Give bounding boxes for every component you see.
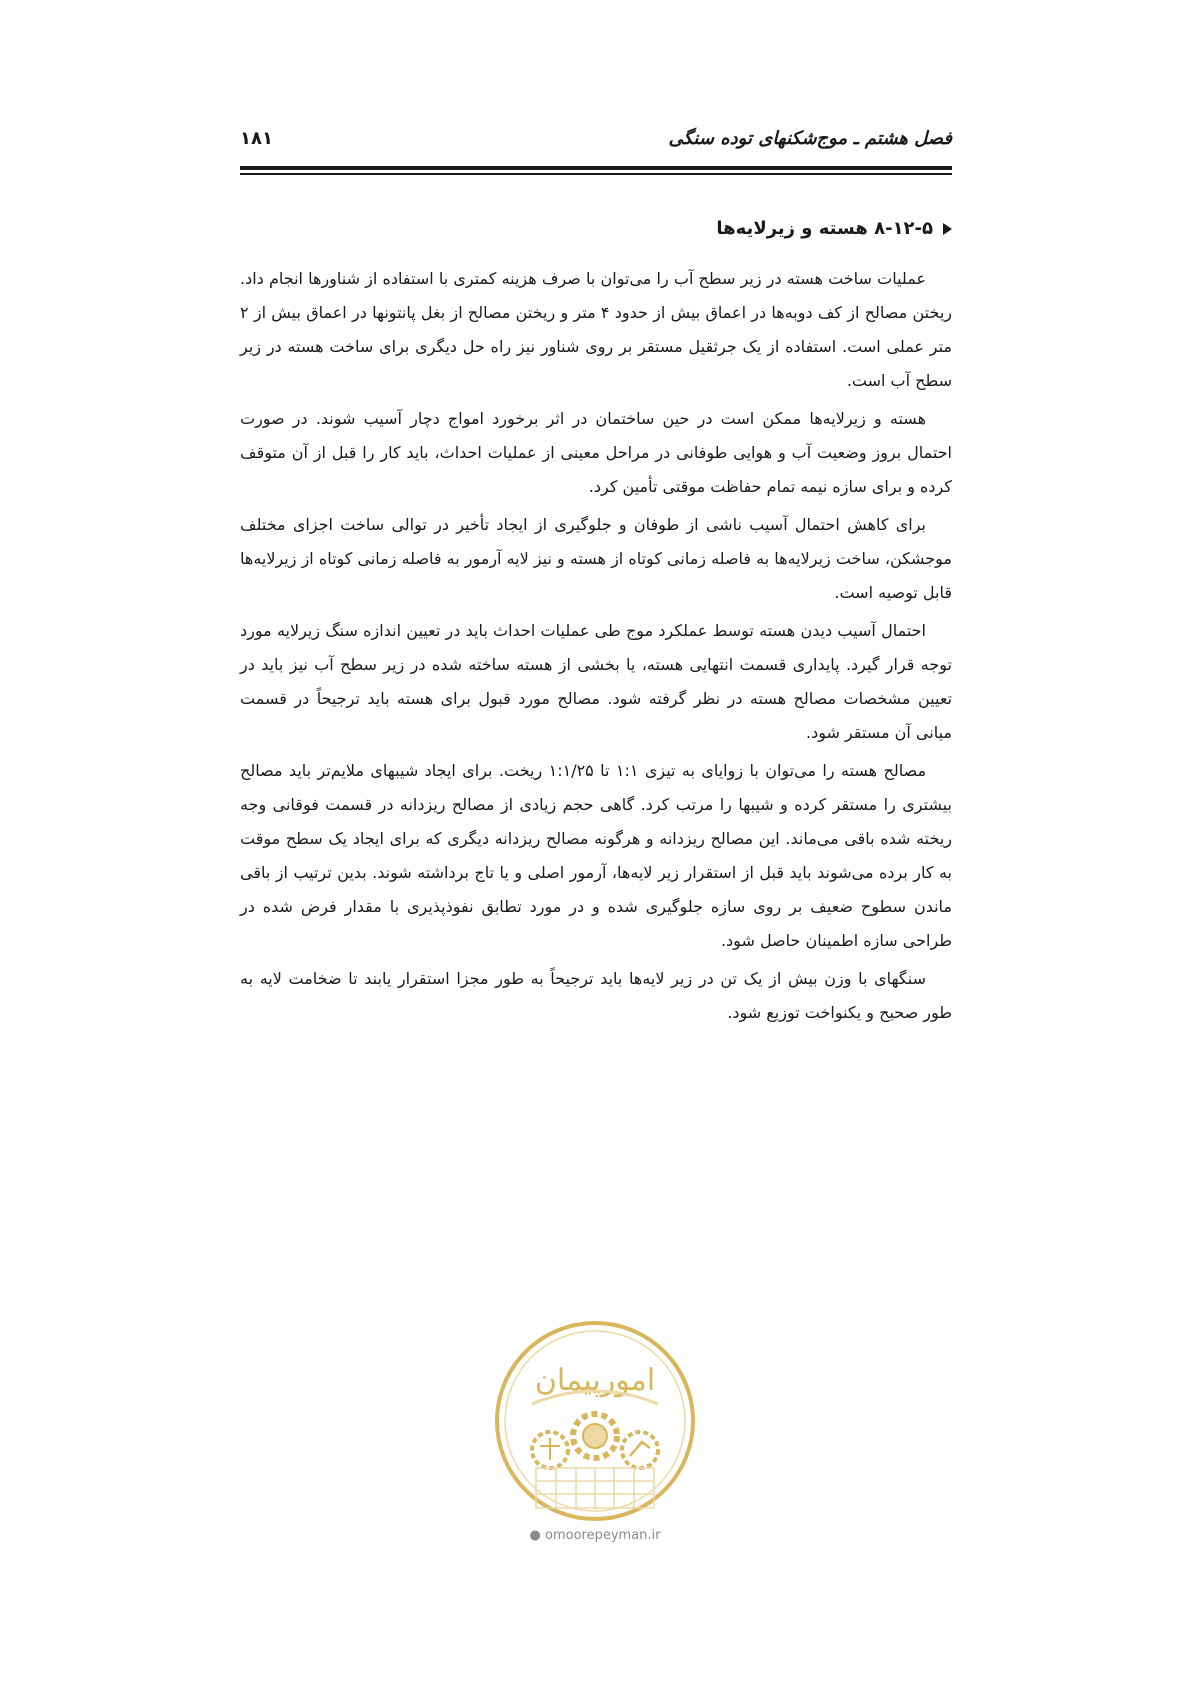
page-header <box>240 128 952 158</box>
header-rule-thin <box>240 173 952 175</box>
section-title: هسته و زیرلایه‌ها <box>716 218 868 239</box>
watermark-logo <box>492 1318 698 1528</box>
logo-script: امورپیمان <box>534 1363 656 1398</box>
paragraph: سنگهای با وزن بیش از یک تن در زیر لایه‌ها باید ترجیحاً به طور مجزا استقرار یابند تا ضخامت لایه به طور صحیح و یکنواخت توزیع شود. <box>240 969 952 1022</box>
page-number: ۱۸۱ <box>240 128 273 149</box>
chapter-title: فصل هشتم ـ موج‌شکنهای توده سنگی <box>668 128 952 149</box>
gear-icon <box>573 1414 617 1458</box>
excavator-icon <box>622 1432 658 1468</box>
body-text <box>240 262 952 1034</box>
globe-icon: ● <box>529 1528 541 1543</box>
paragraph: احتمال آسیب دیدن هسته توسط عملکرد موج طی عملیات احداث باید در تعیین اندازه سنگ زیرلایه مورد توجه قرار گیرد. پایداری قسمت انتهایی هسته، یا بخشی از هسته ساخته شده در زیر سطح آب نیز باید در تعیین مشخصات مصالح هسته در نظر گرفته شود. مصالح مورد قبول برای هسته باید ترجیحاً در قسمت میانی آن مستقر شود. <box>240 621 952 742</box>
building-grid-icon <box>536 1468 654 1508</box>
header-rule-thick <box>240 166 952 170</box>
paragraph: هسته و زیرلایه‌ها ممکن است در حین ساختمان در اثر برخورد امواج دچار آسیب شوند. در صورت احتمال بروز وضعیت آب و هوایی طوفانی در مراحل معینی از عملیات احداث، باید کار را قبل از آن متوقف کرده و برای سازه نیمه تمام حفاظت موقتی تأمین کرد. <box>240 409 952 496</box>
paragraph: برای کاهش احتمال آسیب ناشی از طوفان و جلوگیری از ایجاد تأخیر در توالی ساخت اجزای مختلف موجشکن، ساخت زیرلایه‌ها به فاصله زمانی کوتاه از هسته و نیز لایه آرمور به فاصله زمانی کوتاه از زیرلایه‌ها قابل توصیه است. <box>240 515 952 602</box>
logo-seal-icon <box>492 1318 698 1524</box>
watermark-url-text: omoorepeyman.ir <box>545 1528 661 1543</box>
triangle-bullet-icon <box>943 223 952 235</box>
section-number: ۸-۱۲-۵ <box>874 218 933 239</box>
section-heading <box>240 218 952 239</box>
paragraph: عملیات ساخت هسته در زیر سطح آب را می‌توان با صرف هزینه کمتری با استفاده از شناورها انجام داد. ریختن مصالح از کف دوبه‌ها در اعماق بیش از حدود ۴ متر و ریختن مصالح از بغل پانتونها در اعماق بیش از ۲ متر عملی است. استفاده از یک جرثقیل مستقر بر روی شناور نیز راه حل دیگری برای ساخت هسته در زیر سطح آب است. <box>240 269 952 390</box>
watermark-url <box>492 1528 698 1543</box>
scales-icon <box>532 1432 568 1468</box>
paragraph: مصالح هسته را می‌توان با زوایای به تیزی ۱:۱ تا ۱:۱/۲۵ ریخت. برای ایجاد شیبهای ملایم‌تر باید مصالح بیشتری را مستقر کرده و شیبها را مرتب کرد. گاهی حجم زیادی از مصالح ریزدانه در قسمت فوقانی وجه ریخته شده باقی می‌ماند. این مصالح ریزدانه و هرگونه مصالح ریزدانه دیگری که برای ایجاد یک سطح موقت به کار برده می‌شوند باید قبل از استقرار زیر لایه‌ها، آرمور اصلی و یا تاج برداشته شوند. بدین ترتیب از باقی ماندن سطوح ضعیف بر روی سازه جلوگیری شده و در مورد تطابق نفوذپذیری با مقدار فرض شده در طراحی سازه اطمینان حاصل شود. <box>240 761 952 950</box>
